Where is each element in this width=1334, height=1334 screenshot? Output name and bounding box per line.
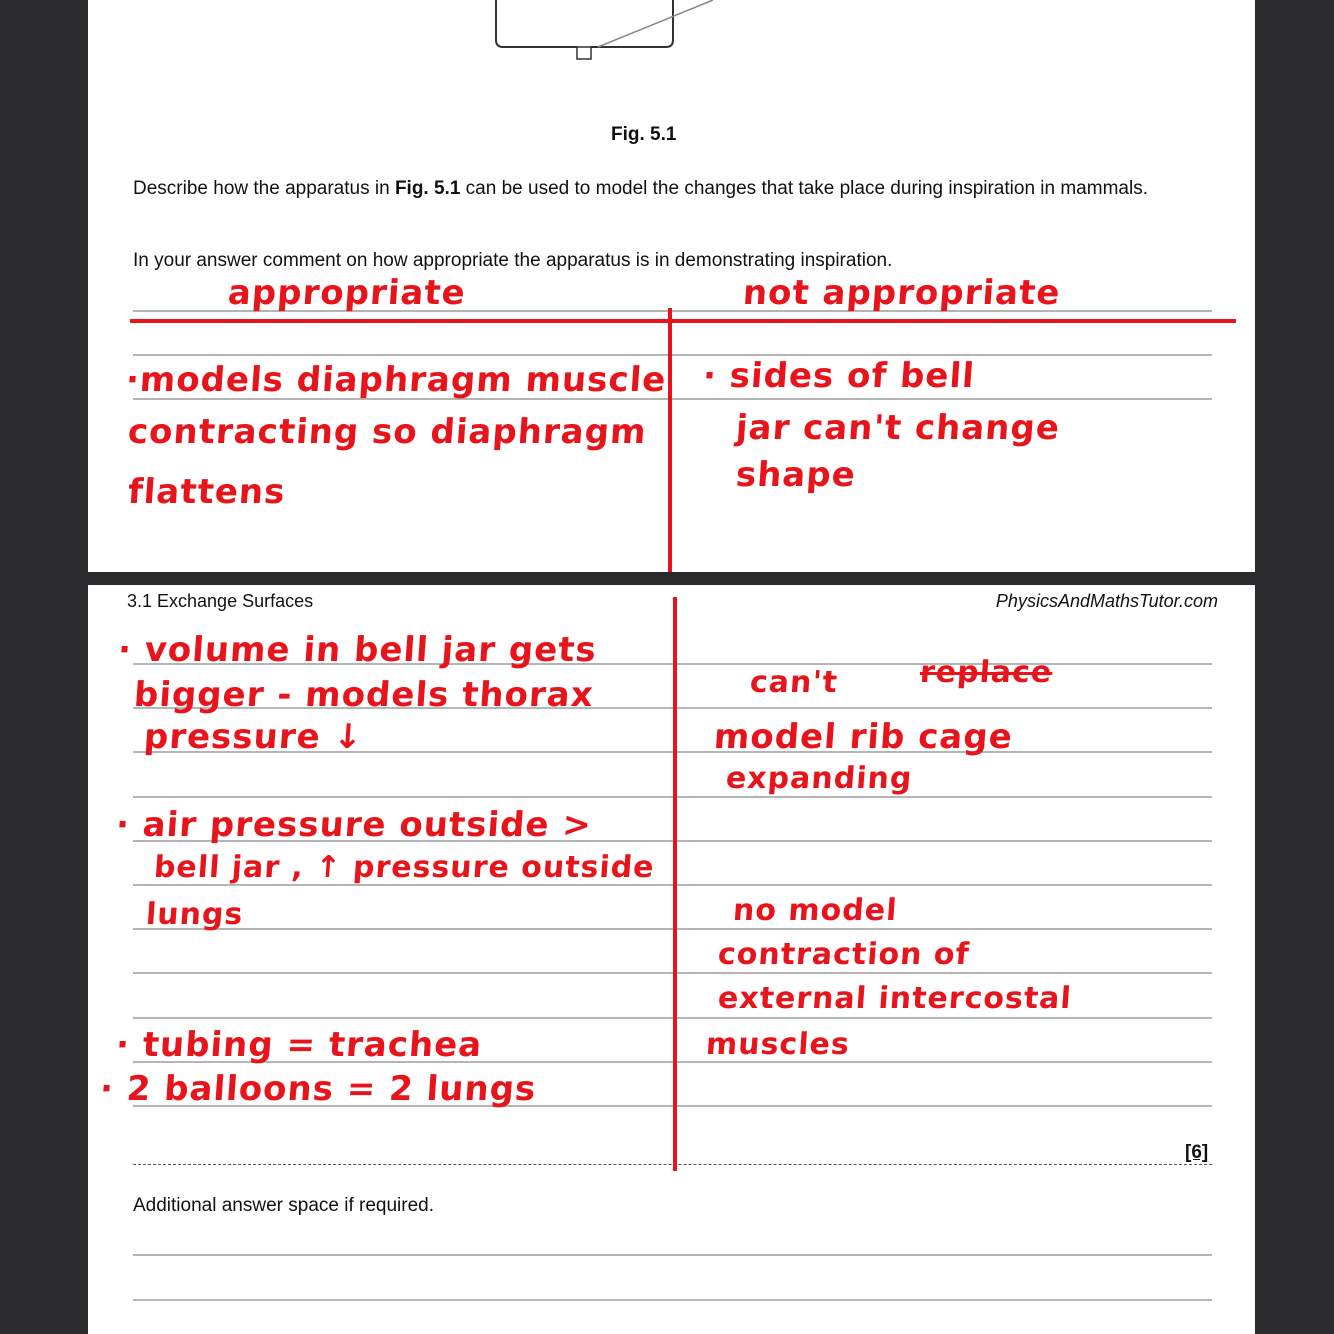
handwriting: shape [734, 455, 858, 495]
handwriting: flattens [126, 472, 287, 512]
ink-divider [130, 319, 1236, 323]
handwriting: ·models diaphragm muscle [124, 360, 668, 400]
handwriting: · tubing = trachea [114, 1025, 484, 1065]
additional-space-label: Additional answer space if required. [133, 1195, 435, 1216]
handwriting: muscles [704, 1027, 851, 1062]
handwriting: bell jar , ↑ pressure outside [152, 850, 656, 885]
handwriting: contracting so diaphragm [126, 412, 648, 452]
exam-page-top [88, 0, 1255, 572]
question-part: Describe how the apparatus in [133, 178, 395, 199]
marks-label: [6] [1185, 1142, 1209, 1163]
handwriting: · volume in bell jar gets [116, 630, 599, 670]
handwriting: bigger - models thorax [132, 675, 596, 715]
ink-divider [668, 308, 672, 572]
figure-caption: Fig. 5.1 [611, 124, 677, 145]
figure-ref: Fig. 5.1 [394, 178, 461, 199]
handwriting: · sides of bell [701, 356, 977, 396]
handwriting: model rib cage [712, 717, 1015, 757]
handwriting: appropriate [226, 273, 468, 313]
exam-page-bottom [88, 585, 1255, 1334]
header-right: PhysicsAndMathsTutor.com [995, 591, 1218, 611]
ink-divider [673, 597, 677, 1171]
handwriting: can't [748, 665, 840, 700]
handwriting: · air pressure outside > [114, 805, 594, 845]
header-left: 3.1 Exchange Surfaces [127, 591, 314, 611]
handwriting: lungs [144, 897, 245, 932]
question-text [133, 176, 1213, 201]
bell-jar-diagram [488, 0, 748, 70]
handwriting: jar can't change [734, 408, 1062, 448]
handwriting: external intercostal [716, 981, 1073, 1016]
question-text-2: In your answer comment on how appropriate the apparatus is in demonstrating inspiration. [133, 250, 893, 271]
handwriting: expanding [724, 761, 914, 796]
handwriting: not appropriate [741, 273, 1062, 313]
handwriting-crossed-out: replace [918, 655, 1054, 690]
question-part: can be used to model the changes that take place during inspiration in mammals. [460, 178, 1148, 199]
handwriting: pressure ↓ [142, 717, 365, 757]
handwriting: · 2 balloons = 2 lungs [98, 1069, 538, 1109]
handwriting: contraction of [716, 937, 971, 972]
handwriting: no model [731, 893, 899, 928]
